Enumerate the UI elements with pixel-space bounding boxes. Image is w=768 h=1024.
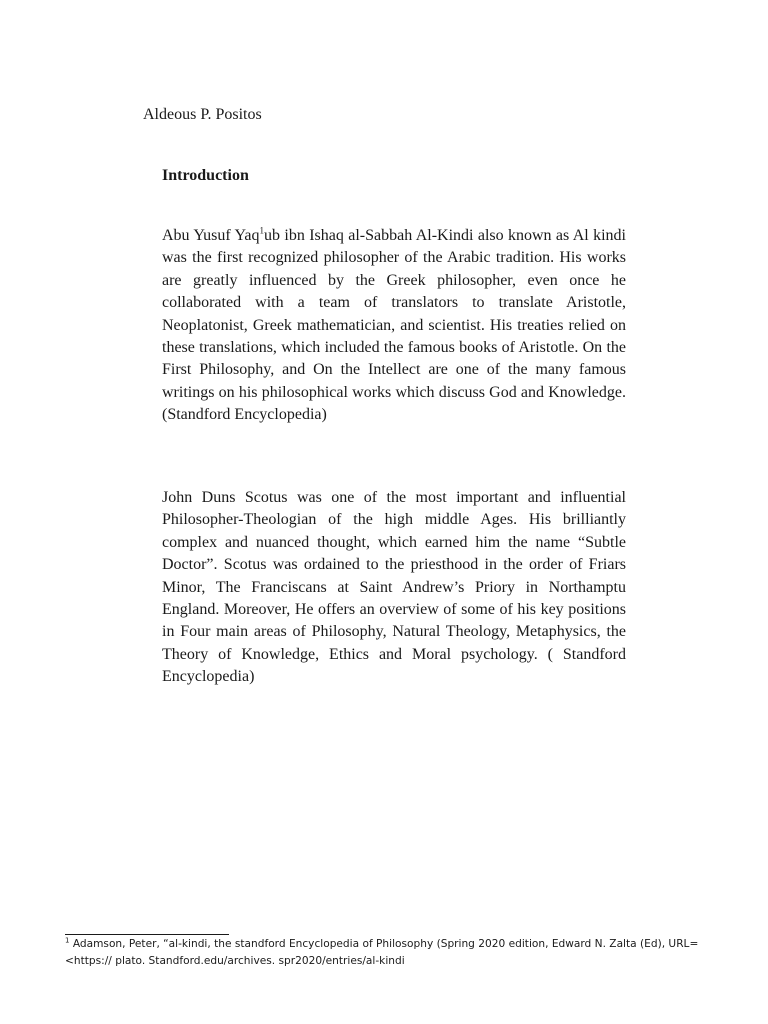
section-heading: Introduction	[162, 167, 249, 184]
footnote	[65, 936, 705, 970]
footnote-number: 1	[65, 936, 70, 945]
footnote-citation: Adamson, Peter, “al-kindi, the standford Encyclopedia of Philosophy (Spring 2020 edition, Edward N. Zalta (Ed), URL=	[69, 938, 699, 950]
footnote-line-1	[65, 936, 705, 953]
footnote-reference[interactable]: 1	[259, 225, 265, 236]
paragraph-al-kindi-text-rest: ub ibn Ishaq al-Sabbah Al-Kindi also known as Al kindi was the first recognized philosopher of the Arabic tradition. His works are greatly influenced by the Greek philosopher, even once he collaborated with a team of translators to translate Aristotle, Neoplatonist, Greek mathematician, and scientist. His treaties relied on these translations, which included the famous books of Aristotle. On the First Philosophy, and On the Intellect are one of the many famous writings on his philosophical works which discuss God and Knowledge. (Standford Encyclopedia)	[162, 227, 626, 424]
paragraph-al-kindi	[162, 225, 626, 427]
footnote-separator	[65, 934, 229, 935]
paragraph-al-kindi-text-start: Abu Yusuf Yaq	[162, 227, 260, 244]
author-name: Aldeous P. Positos	[143, 106, 262, 123]
footnote-line-2[interactable]: <https:// plato. Standford.edu/archives. spr2020/entries/al-kindi	[65, 955, 405, 967]
paragraph-duns-scotus: John Duns Scotus was one of the most important and influential Philosopher-Theologian of the high middle Ages. His brilliantly complex and nuanced thought, which earned him the name “Subtle Doctor”. Scotus was ordained to the priesthood in the order of Friars Minor, The Franciscans at Saint Andrew’s Priory in Northamptu England. Moreover, He offers an overview of some of his key positions in Four main areas of Philosophy, Natural Theology, Metaphysics, the Theory of Knowledge, Ethics and Moral psychology. ( Standford Encyclopedia)	[162, 489, 626, 686]
